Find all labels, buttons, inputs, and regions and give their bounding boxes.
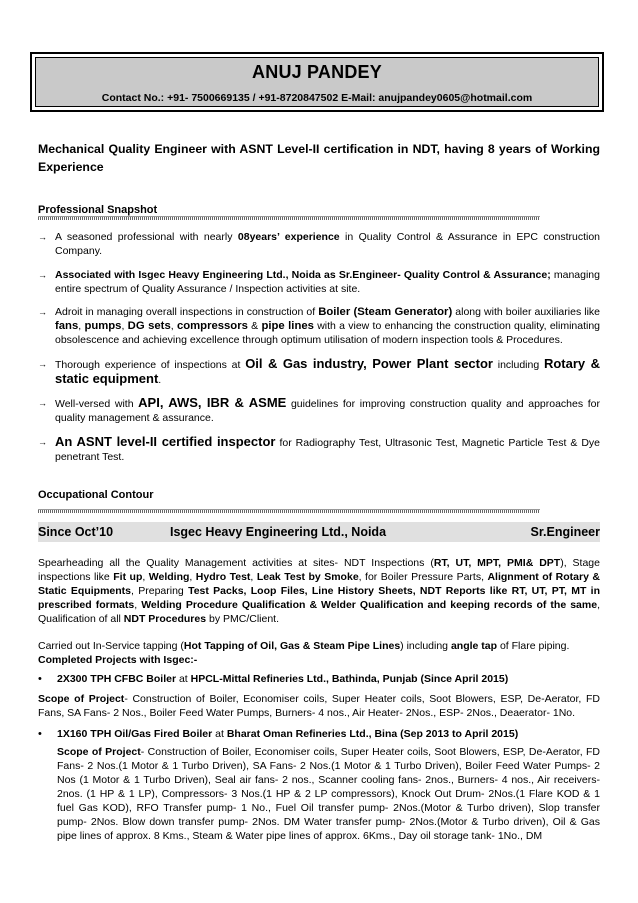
project-scope: Scope of Project- Construction of Boiler, Economiser coils, Super Heater coils, Soot Blowers, ESP, De-Aerator, FD Fans- 2 Nos.(1 Motor & 1 Turbo Driven), SA Fans- 2 Nos.(1 Motor & 1 Turbo Driven), Boiler Feed Water Pumps- 2 Nos (1 Motor & 1 Turbo Driven), Seal air fans- 2 nos., Scanner cooling fans- 2nos., Burners- 4 nos., Air receivers- 2nos. (1 HP & 1 LP), Compressors- 3 Nos.(1 HP & 2 LP compressors), Knock Out Drum- 2Nos.(1 Flare KOD & 1 fuel Gas KOD), RFO Transfer pump- 1 No., Fuel Oil transfer pump- 2Nos.(Motor & Turbo driven), Slop transfer pump- 2Nos. Blow down transfer pump- 2Nos. DM Water transfer pump- 2Nos.(Motor & Turbo driven), Oil & Gas pipe lines of approx. 8 Kms., Steam & Water pipe lines of approx. 6Kms., Day oil storage tank- 1No., DM — [57, 746, 600, 842]
job-since: Since Oct’10 — [38, 525, 114, 539]
job-role: Sr.Engineer — [530, 525, 600, 539]
bullet-dot-icon: • — [38, 673, 42, 685]
list-item: → Adroit in managing overall inspections in construction of Boiler (Steam Generator) along with boiler auxiliaries like fans, pumps, DG sets, compressors & pipe lines with a view to enhancing the construction quality, eliminating obsolescence and achieving excellence through optimum utilisation of modern inspection tools & Procedures. — [38, 306, 601, 346]
job-company: Isgec Heavy Engineering Ltd., Noida — [170, 525, 387, 539]
list-item: → Well-versed with API, AWS, IBR & ASME guidelines for improving construction quality and approaches for quality management & assurance. — [38, 395, 600, 424]
arrow-icon: → — [38, 307, 47, 317]
list-item: → Thorough experience of inspections at Oil & Gas industry, Power Plant sector including Rotary & static equipment. — [38, 355, 600, 386]
arrow-icon: → — [38, 358, 47, 369]
arrow-icon: → — [38, 232, 47, 242]
project-item: • 2X300 TPH CFBC Boiler at HPCL-Mittal Refineries Ltd., Bathinda, Punjab (Since April 2015) — [38, 673, 509, 685]
candidate-name: ANUJ PANDEY — [252, 62, 382, 82]
section-rule — [38, 509, 540, 513]
bullet-dot-icon: • — [38, 728, 42, 740]
headline: Mechanical Quality Engineer with ASNT Level-II certification in NDT, having 8 years of Working Experience — [38, 142, 600, 174]
responsibilities-paragraph: Spearheading all the Quality Management activities at sites- NDT Inspections (RT, UT, MPT, PMI& DPT), Stage inspections like Fit up, Welding, Hydro Test, Leak Test by Smoke, for Boiler Pressure Parts, Alignment of Rotary & Static Equipments, Preparing Test Packs, Loop Files, Line History Sheets, NDT Reports like RT, UT, PT, MT in prescribed formats, Welding Procedure Qualification & Welder Qualification and keeping records of the same, Qualification of all NDT Procedures by PMC/Client. — [38, 557, 600, 625]
section-title-snapshot: Professional Snapshot — [38, 204, 158, 216]
tapping-paragraph: Carried out In-Service tapping (Hot Tapping of Oil, Gas & Steam Pipe Lines) including angle tap of Flare piping. Completed Projects with Isgec:- — [38, 640, 570, 666]
name-header-box — [30, 52, 604, 112]
snapshot-list — [38, 230, 600, 473]
job-header — [38, 522, 600, 542]
arrow-icon: → — [38, 398, 47, 408]
section-title-contour: Occupational Contour — [38, 489, 154, 501]
arrow-icon: → — [38, 436, 47, 447]
list-item: → A seasoned professional with nearly 08years’ experience in Quality Control & Assurance in EPC construction Company. — [38, 231, 601, 257]
arrow-icon: → — [38, 269, 47, 280]
project-scope: Scope of Project- Construction of Boiler, Economiser coils, Super Heater coils, Soot Blowers, ESP, De-Aerator, FD Fans, SA Fans- 2 Nos., Boiler Feed Water Pumps, Burners- 4 nos., Air Heater- 2Nos., ESP- 2Nos., Deaerator- 1No. — [38, 693, 600, 719]
list-item: → Associated with Isgec Heavy Engineering Ltd., Noida as Sr.Engineer- Quality Control & Assurance; managing entire spectrum of Quality Assurance / Inspection activities at site. — [38, 268, 600, 295]
list-item: → An ASNT level-II certified inspector for Radiography Test, Ultrasonic Test, Magnetic Particle Test & Dye penetrant Test. — [38, 433, 601, 463]
contact-line: Contact No.: +91- 7500669135 / +91-8720847502 E-Mail: anujpandey0605@hotmail.com — [101, 92, 533, 104]
section-rule — [38, 216, 540, 220]
project-item: • 1X160 TPH Oil/Gas Fired Boiler at Bharat Oman Refineries Ltd., Bina (Sep 2013 to April 2015) — [38, 728, 519, 740]
